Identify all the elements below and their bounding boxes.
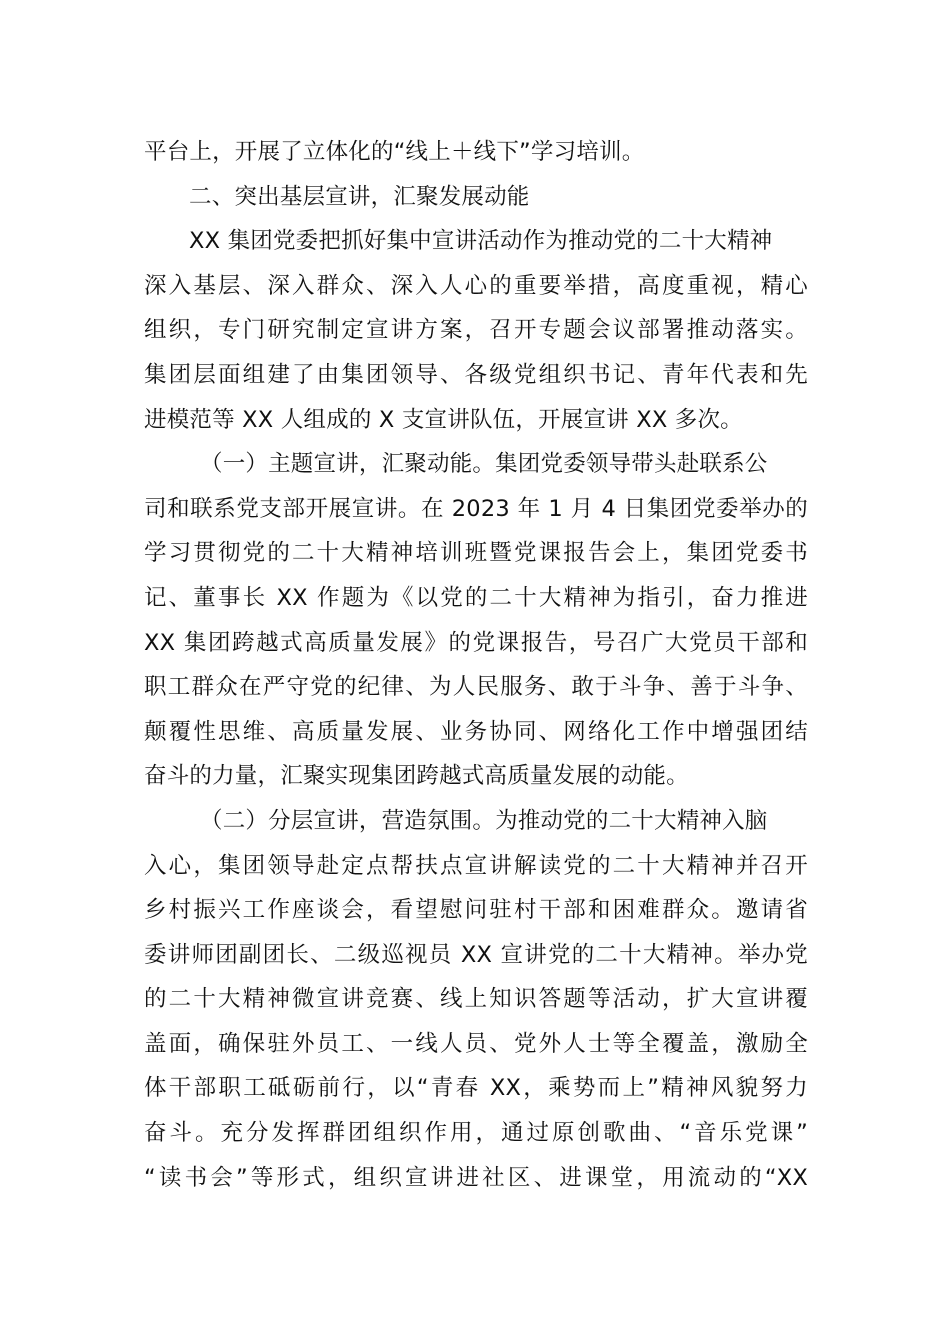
body-line: 盖面，确保驻外员工、一线人员、党外人士等全覆盖，激励全 bbox=[144, 1030, 808, 1057]
subsection-line: （二）分层宣讲，营造氛围。为推动党的二十大精神入脑 bbox=[200, 807, 768, 834]
body-line: 奋斗。充分发挥群团组织作用，通过原创歌曲、“音乐党课” bbox=[144, 1120, 808, 1147]
body-line: 的二十大精神微宣讲竞赛、线上知识答题等活动，扩大宣讲覆 bbox=[144, 986, 808, 1013]
section-heading: 二、突出基层宣讲，汇聚发展动能 bbox=[189, 183, 530, 210]
body-line: 委讲师团副团长、二级巡视员 XX 宣讲党的二十大精神。举办党 bbox=[144, 941, 808, 968]
body-line: 组织，专门研究制定宣讲方案，召开专题会议部署推动落实。 bbox=[144, 317, 808, 344]
body-line: 职工群众在严守党的纪律、为人民服务、敢于斗争、善于斗争、 bbox=[144, 674, 808, 701]
body-line: 平台上，开展了立体化的“线上＋线下”学习培训。 bbox=[144, 139, 645, 165]
body-line: 乡村振兴工作座谈会，看望慰问驻村干部和困难群众。邀请省 bbox=[144, 897, 808, 924]
body-line: 颠覆性思维、高质量发展、业务协同、网络化工作中增强团结 bbox=[144, 718, 808, 745]
body-line: 学习贯彻党的二十大精神培训班暨党课报告会上，集团党委书 bbox=[144, 540, 808, 567]
body-line: 进模范等 XX 人组成的 X 支宣讲队伍，开展宣讲 XX 多次。 bbox=[144, 406, 743, 433]
document-body bbox=[144, 130, 808, 1200]
body-line: 集团层面组建了由集团领导、各级党组织书记、青年代表和先 bbox=[144, 361, 808, 388]
body-line: XX 集团跨越式高质量发展》的党课报告，号召广大党员干部和 bbox=[144, 629, 808, 656]
body-line: 奋斗的力量，汇聚实现集团跨越式高质量发展的动能。 bbox=[144, 763, 689, 790]
body-line: 入心，集团领导赴定点帮扶点宣讲解读党的二十大精神并召开 bbox=[144, 852, 808, 879]
body-line: 司和联系党支部开展宣讲。在 2023 年 1 月 4 日集团党委举办的 bbox=[144, 495, 808, 522]
body-line: XX 集团党委把抓好集中宣讲活动作为推动党的二十大精神 bbox=[189, 228, 773, 255]
body-line: 记、董事长 XX 作题为《以党的二十大精神为指引，奋力推进 bbox=[144, 584, 808, 611]
body-line: 体干部职工砥砺前行，以“青春 XX，乘势而上”精神风貌努力 bbox=[144, 1075, 808, 1102]
subsection-line: （一）主题宣讲，汇聚动能。集团党委领导带头赴联系公 bbox=[200, 451, 768, 478]
body-line: “读书会”等形式，组织宣讲进社区、进课堂，用流动的“XX bbox=[144, 1164, 808, 1191]
body-line: 深入基层、深入群众、深入人心的重要举措，高度重视，精心 bbox=[144, 272, 808, 299]
